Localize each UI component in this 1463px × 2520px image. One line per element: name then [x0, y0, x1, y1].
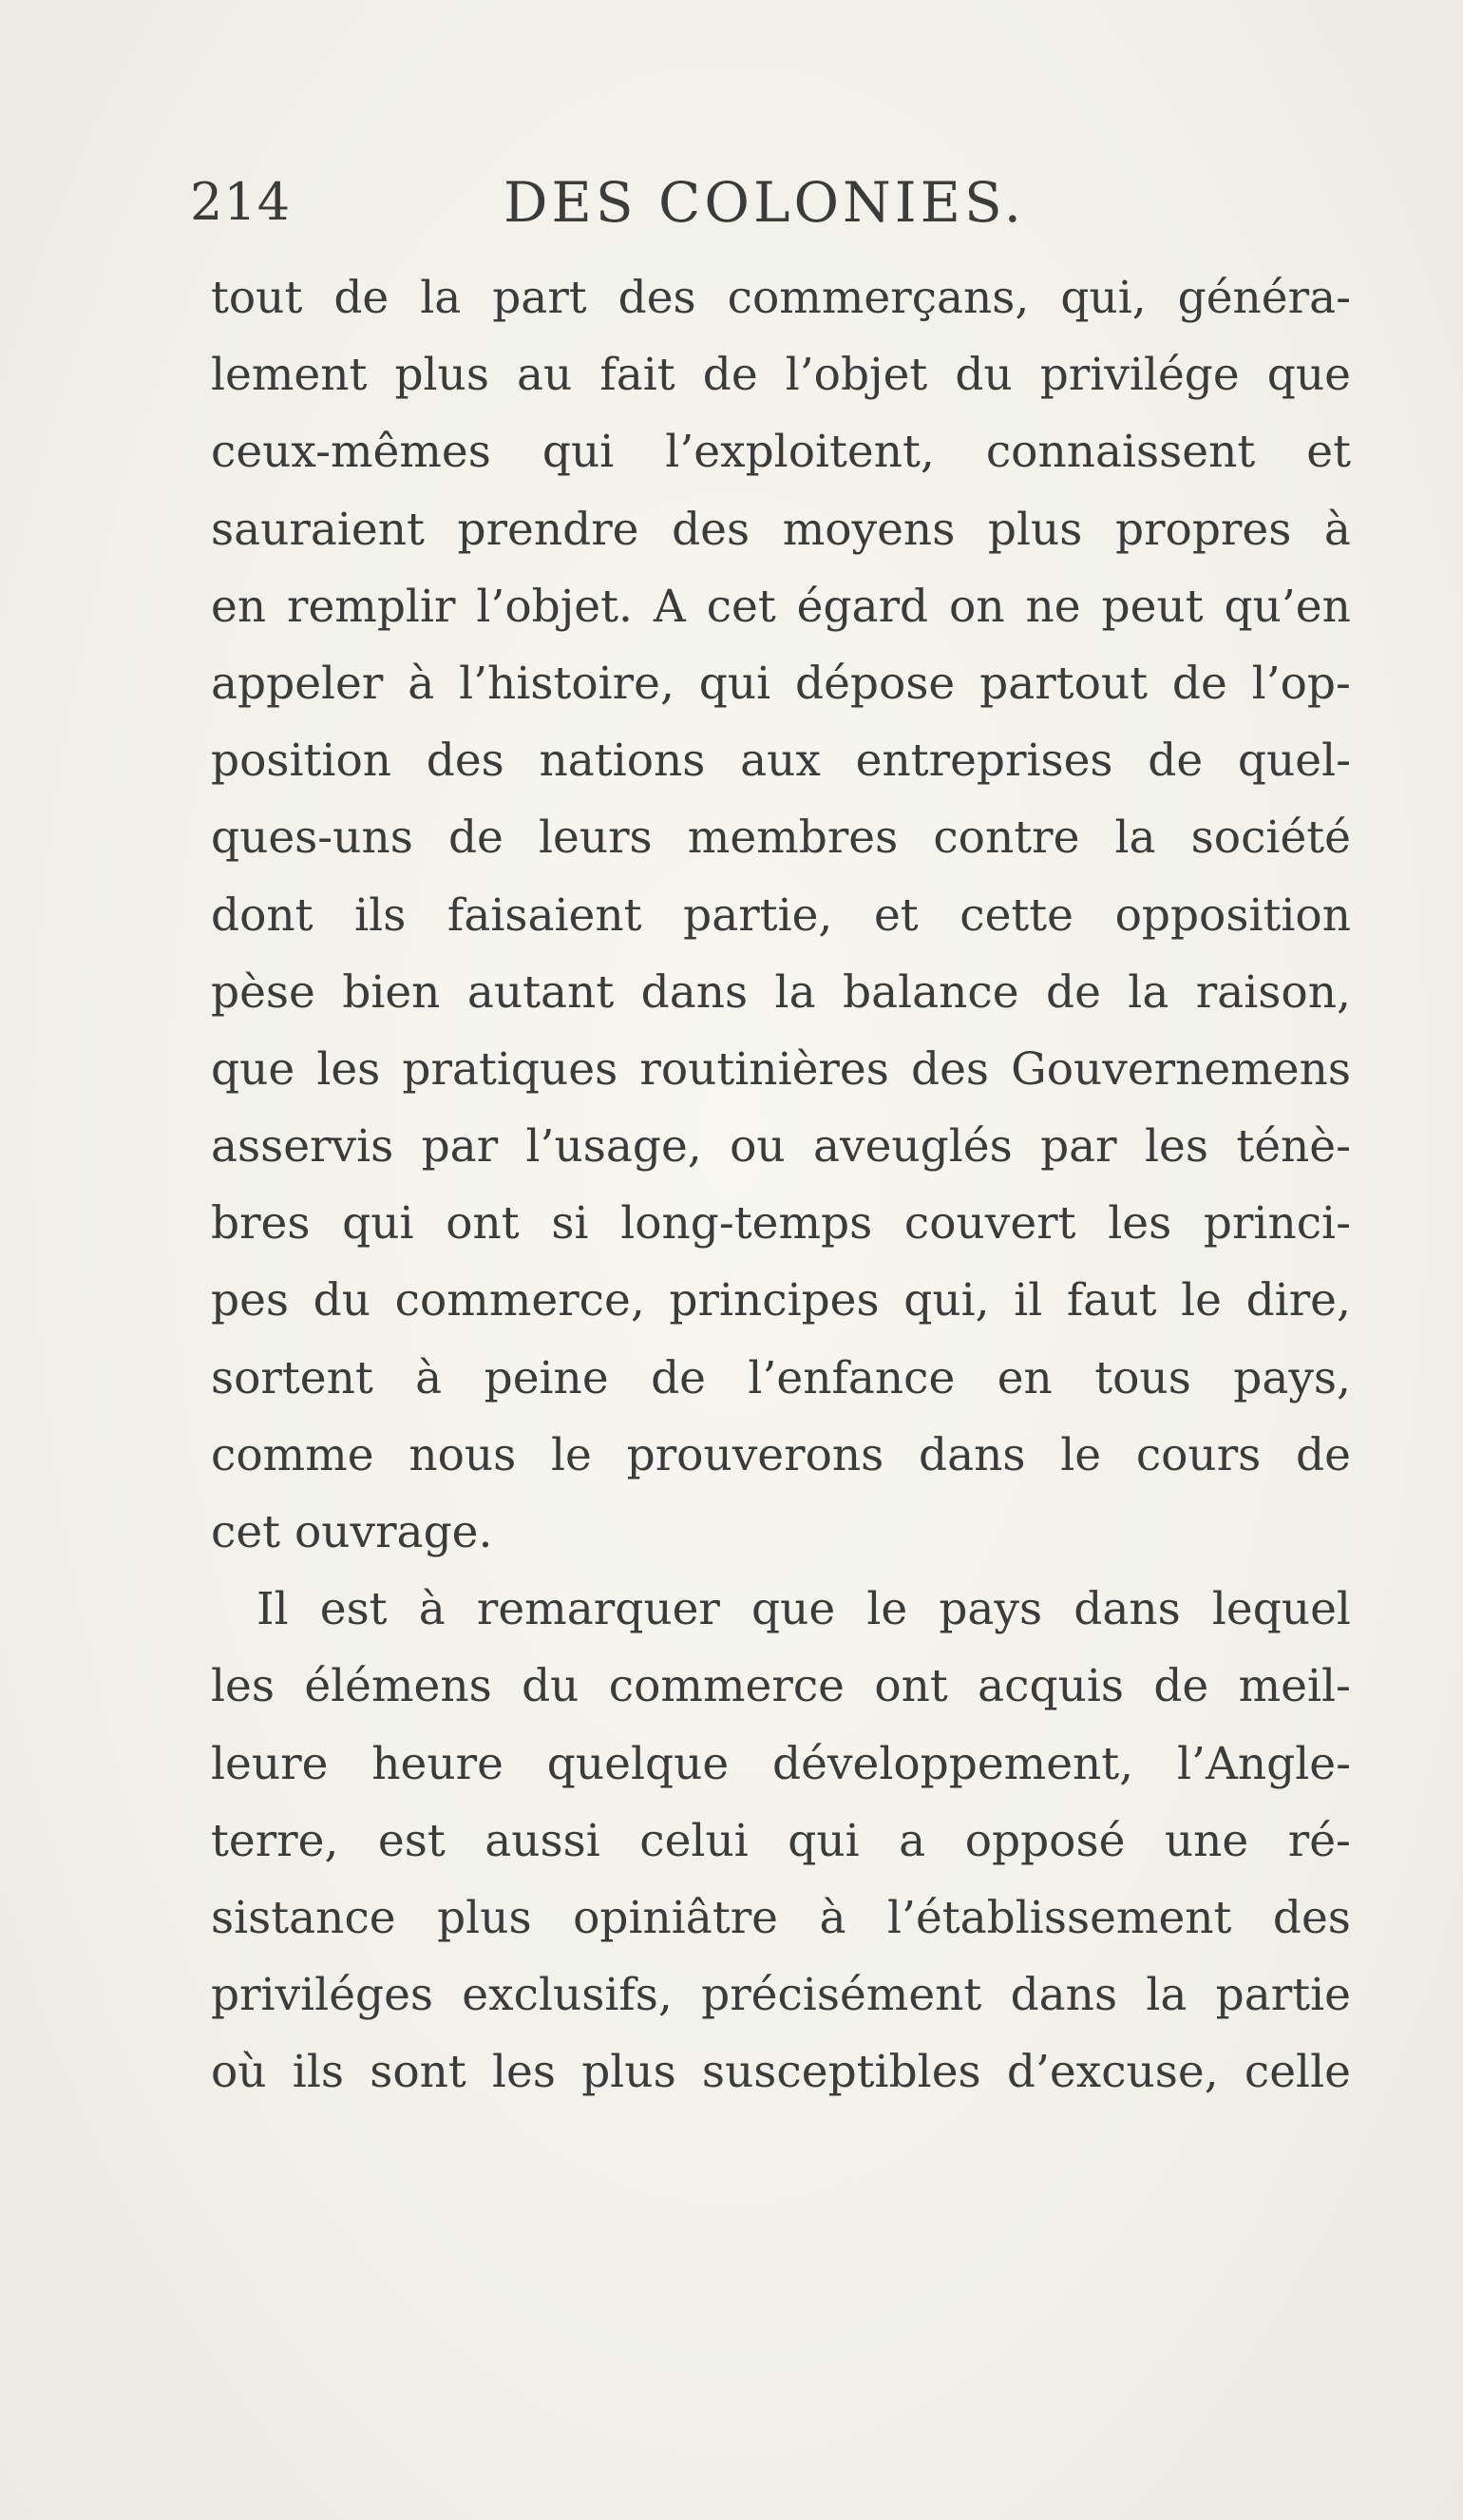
running-title: DES COLONIES.	[504, 170, 1026, 235]
text-line: tout de la part des commerçans, qui, généra-	[211, 272, 1351, 324]
text-line: bres qui ont si long-temps couvert les princi-	[211, 1197, 1351, 1250]
text-line-paragraph-start: Il est à remarquer que le pays dans lequel	[256, 1583, 1351, 1636]
text-line: sortent à peine de l’enfance en tous pays,	[211, 1351, 1351, 1404]
text-line: sistance plus opiniâtre à l’établissement des	[211, 1891, 1351, 1944]
body-text	[211, 259, 1351, 2111]
text-line: que les pratiques routinières des Gouvernemens	[211, 1042, 1351, 1096]
text-line: lement plus au fait de l’objet du privilége que	[211, 349, 1351, 402]
text-line: dont ils faisaient partie, et cette opposition	[211, 888, 1351, 942]
text-line: appeler à l’histoire, qui dépose partout de l’op-	[211, 657, 1351, 710]
text-line: terre, est aussi celui qui a opposé une ré-	[211, 1814, 1351, 1867]
page-header	[190, 160, 1368, 245]
text-line: ques-uns de leurs membres contre la société	[211, 811, 1351, 865]
text-line: en remplir l’objet. A cet égard on ne peut qu’en	[211, 580, 1351, 633]
text-line: les élémens du commerce ont acquis de meil-	[211, 1660, 1351, 1713]
text-line: cet ouvrage.	[211, 1506, 493, 1558]
text-line: asservis par l’usage, ou aveuglés par les ténè-	[211, 1120, 1351, 1174]
page-number: 214	[190, 172, 292, 232]
text-line: leure heure quelque développement, l’Angle-	[211, 1737, 1351, 1790]
text-line: priviléges exclusifs, précisément dans la partie	[211, 1969, 1351, 2022]
text-line: ceux-mêmes qui l’exploitent, connaissent et	[211, 426, 1351, 479]
text-line: où ils sont les plus susceptibles d’excuse, celle	[211, 2046, 1351, 2099]
text-line: position des nations aux entreprises de quel-	[211, 735, 1351, 788]
text-line: pèse bien autant dans la balance de la raison,	[211, 965, 1351, 1019]
text-line: sauraient prendre des moyens plus propres à	[211, 503, 1351, 556]
text-line: pes du commerce, principes qui, il faut le dire,	[211, 1274, 1351, 1327]
text-line: comme nous le prouverons dans le cours de	[211, 1428, 1351, 1481]
